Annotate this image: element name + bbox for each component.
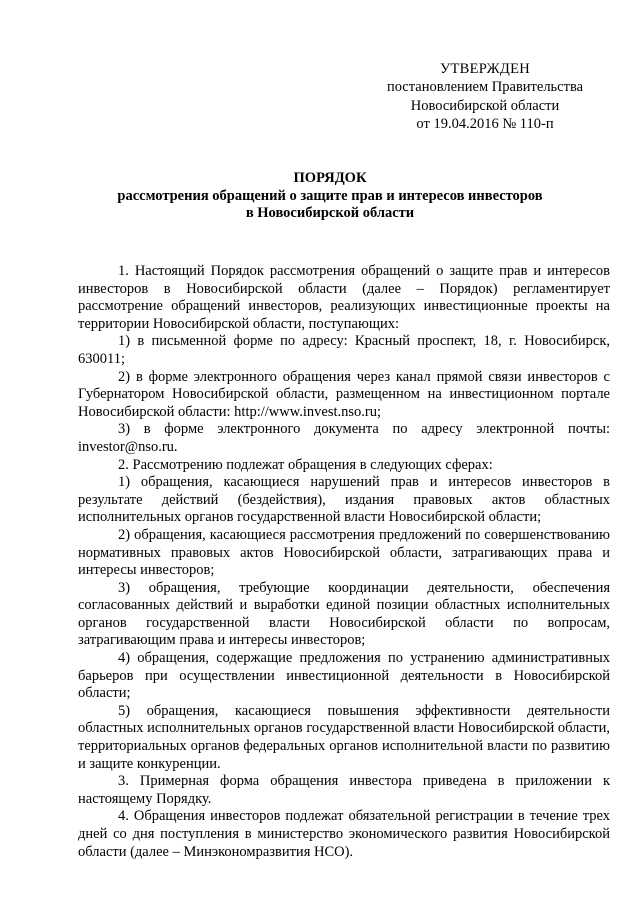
paragraph: 1. Настоящий Порядок рассмотрения обращений о защите прав и интересов инвесторов в Новосибирской области (далее – Порядок) регламентирует рассмотрение обращений инвесторов, реализующих инвестиционные проекты на территории Новосибирской области, поступающих: xyxy=(78,263,610,332)
approval-stamp xyxy=(385,60,585,133)
approval-title: УТВЕРЖДЕН xyxy=(439,61,531,77)
approval-date: от 19.04.2016 № 110-п xyxy=(416,115,554,132)
paragraph: 3. Примерная форма обращения инвестора приведена в приложении к настоящему Порядку. xyxy=(78,773,610,807)
document-body xyxy=(78,263,610,861)
paragraph: 3) обращения, требующие координации деятельности, обеспечения согласованных действий и выработки единой позиции областных исполнительных органов государственной власти Новосибирской области по вопросам, затрагивающим права и интересы инвесторов; xyxy=(78,579,610,649)
paragraph: 5) обращения, касающиеся повышения эффективности деятельности областных исполнительных органов государственной власти Новосибирской области, территориальных органов федеральных органов исполнительной власти по развитию и защите конкуренции. xyxy=(78,702,610,772)
paragraph: 2) обращения, касающиеся рассмотрения предложений по совершенствованию нормативных правовых актов Новосибирской области, затрагивающих права и интересы инвесторов; xyxy=(78,526,610,579)
document-subtitle: рассмотрения обращений о защите прав и интересов инвесторов xyxy=(117,187,543,204)
approval-line: постановлением Правительства xyxy=(386,79,584,96)
paragraph: 1) обращения, касающиеся нарушений прав и интересов инвесторов в результате действий (бездействия), издания правовых актов областных исполнительных органов государственной власти Новосибирской области; xyxy=(78,474,610,526)
paragraph: 2. Рассмотрению подлежат обращения в следующих сферах: xyxy=(118,456,493,473)
paragraph: 2) в форме электронного обращения через канал прямой связи инвесторов с Губернатором Новосибирской области, размещенном на инвестиционном портале Новосибирской области: http://www.invest.nso.ru; xyxy=(78,368,610,420)
paragraph: 1) в письменной форме по адресу: Красный проспект, 18, г. Новосибирск, 630011; xyxy=(78,333,610,367)
approval-line: Новосибирской области xyxy=(410,97,560,114)
paragraph: 3) в форме электронного документа по адресу электронной почты: investor@nso.ru. xyxy=(78,421,610,455)
paragraph: 4. Обращения инвесторов подлежат обязательной регистрации в течение трех дней со дня поступления в министерство экономического развития Новосибирской области (далее – Минэкономразвития НСО). xyxy=(78,808,610,860)
document-title: ПОРЯДОК xyxy=(293,170,367,186)
document-heading xyxy=(50,170,610,223)
document-subtitle: в Новосибирской области xyxy=(245,205,415,221)
paragraph: 4) обращения, содержащие предложения по устранению административных барьеров при осуществлении инвестиционной деятельности в Новосибирской области; xyxy=(78,650,610,702)
